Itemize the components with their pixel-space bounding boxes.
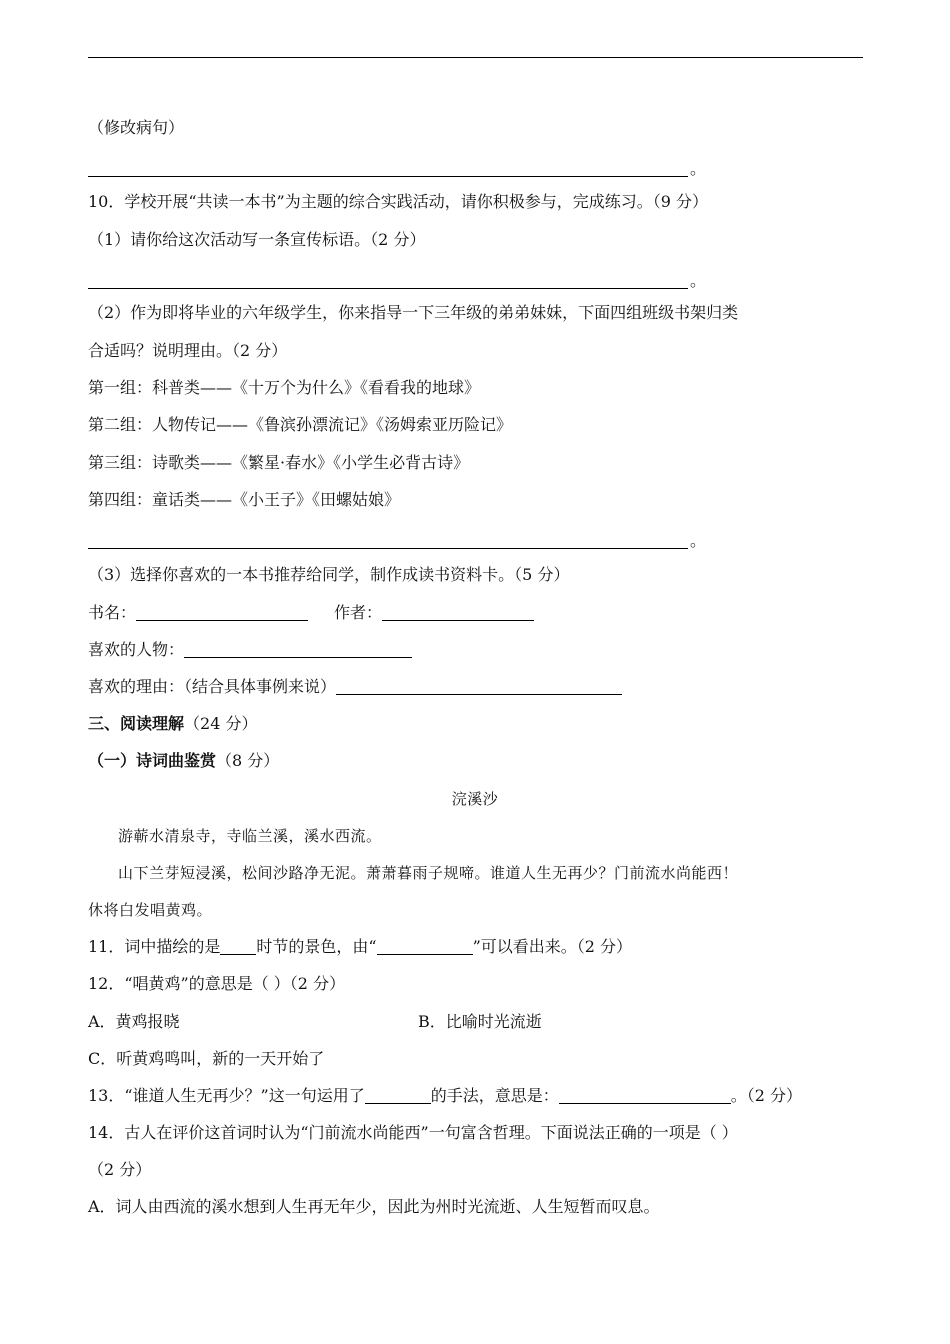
q12-option-c[interactable]: C．听黄鸡鸣叫，新的一天开始了 [88,1049,325,1068]
q13-text-b: 的手法，意思是： [430,1086,559,1105]
technique-blank[interactable] [365,1087,431,1104]
poem-line-2: 休将白发唱黄鸡。 [88,901,213,919]
reason-row [88,676,622,698]
subsection-heading [88,750,279,772]
group-3: 第三组：诗歌类——《繁星·春水》《小学生必背古诗》 [88,453,470,472]
q10-part2-line1: （2）作为即将毕业的六年级学生，你来指导一下三年级的弟弟妹妹，下面四组班级书架归类 [88,303,739,322]
q14-option-a[interactable]: A．词人由西流的溪水想到人生再无年少，因此为州时光流逝、人生短暂而叹息。 [88,1197,660,1216]
answer-blank-line[interactable] [88,176,688,177]
author-label: 作者： [334,603,383,622]
q12-option-b[interactable]: B．比喻时光流逝 [418,1012,542,1031]
q10-part1: （1）请你给这次活动写一条宣传标语。（2 分） [88,230,426,249]
poem-line-1: 山下兰芽短浸溪，松间沙路净无泥。萧萧暮雨子规啼。谁道人生无再少？门前流水尚能西！ [118,864,739,882]
character-row [88,639,412,661]
section-score: （24 分） [184,714,258,733]
group-1: 第一组：科普类——《十万个为什么》《看看我的地球》 [88,378,481,397]
reason-label: 喜欢的理由：（结合具体事例来说） [88,677,337,696]
author-blank[interactable] [382,604,534,621]
meaning-blank[interactable] [559,1087,731,1104]
q11 [88,936,632,958]
q12-option-a[interactable]: A．黄鸡报晓 [88,1012,180,1031]
section-heading [88,713,257,735]
q11-text-c: ”可以看出来。（2 分） [472,937,633,956]
q13 [88,1085,802,1107]
group-4: 第四组：童话类——《小王子》《田螺姑娘》 [88,490,401,509]
group-2: 第二组：人物传记——《鲁滨孙漂流记》《汤姆索亚历险记》 [88,415,513,434]
evidence-blank[interactable] [377,938,473,955]
revise-sentence-label: （修改病句） [88,118,185,137]
subsection-score: （8 分） [216,751,280,770]
reason-blank[interactable] [336,678,622,695]
reason-blank-line[interactable] [88,548,688,549]
period: 。 [690,271,707,290]
character-label: 喜欢的人物： [88,640,185,659]
slogan-blank-line[interactable] [88,288,688,289]
q14-stem: 14．古人在评价这首词时认为“门前流水尚能西”一句富含哲理。下面说法正确的一项是（ ） [88,1123,738,1142]
section-title: 三、阅读理解 [88,714,185,733]
q11-text-a: 11．词中描绘的是 [88,937,221,956]
q10-part3: （3）选择你喜欢的一本书推荐给同学，制作成读书资料卡。（5 分） [88,565,570,584]
period: 。 [690,159,707,178]
book-name-label: 书名： [88,603,137,622]
q10-stem: 10．学校开展“共读一本书”为主题的综合实践活动，请你积极参与，完成练习。（9 分） [88,192,708,211]
q12-stem: 12．“唱黄鸡”的意思是（ ）（2 分） [88,974,346,993]
poem-title: 浣溪沙 [451,790,499,808]
season-blank[interactable] [220,938,256,955]
q14-score: （2 分） [88,1160,152,1179]
header-rule [88,57,863,58]
q13-text-a: 13．“谁道人生无再少？”这一句运用了 [88,1086,365,1105]
subsection-title: （一）诗词曲鉴赏 [88,751,217,770]
q11-text-b: 时节的景色，由“ [256,937,377,956]
book-name-blank[interactable] [136,604,308,621]
book-card-row [88,602,534,624]
q10-part2-line2: 合适吗？说明理由。（2 分） [88,341,288,360]
q13-text-c: 。（2 分） [730,1086,803,1105]
character-blank[interactable] [184,641,412,658]
period: 。 [690,531,707,550]
poem-preface: 游蕲水清泉寺，寺临兰溪，溪水西流。 [118,827,382,845]
